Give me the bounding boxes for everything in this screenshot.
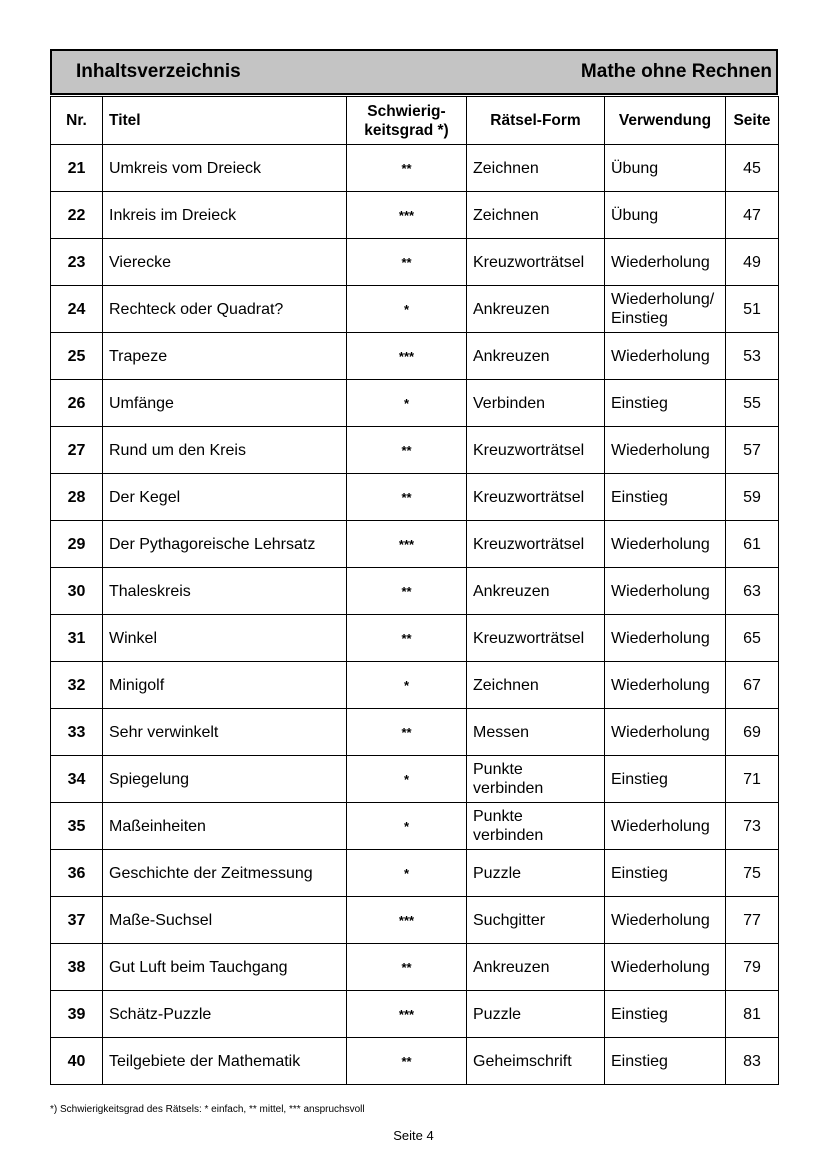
table-row <box>51 145 779 192</box>
cell-page: 77 <box>726 897 779 944</box>
cell-title: Der Kegel <box>103 474 347 521</box>
cell-nr: 22 <box>51 192 103 239</box>
cell-difficulty: ** <box>347 474 467 521</box>
title-bar <box>50 49 778 95</box>
table-row <box>51 521 779 568</box>
cell-nr: 39 <box>51 991 103 1038</box>
cell-usage: Einstieg <box>605 850 726 897</box>
cell-page: 81 <box>726 991 779 1038</box>
cell-usage: Wiederholung <box>605 427 726 474</box>
col-header-nr: Nr. <box>51 97 103 145</box>
cell-form: Ankreuzen <box>467 944 605 991</box>
cell-form: Zeichnen <box>467 662 605 709</box>
col-header-difficulty: Schwierig- keitsgrad *) <box>347 97 467 145</box>
cell-form: Kreuzworträtsel <box>467 615 605 662</box>
cell-title: Geschichte der Zeitmessung <box>103 850 347 897</box>
table-row <box>51 239 779 286</box>
table-row <box>51 333 779 380</box>
header-row <box>51 97 779 145</box>
cell-form: Punkte verbinden <box>467 756 605 803</box>
cell-page: 49 <box>726 239 779 286</box>
cell-page: 57 <box>726 427 779 474</box>
cell-nr: 30 <box>51 568 103 615</box>
difficulty-footnote: *) Schwierigkeitsgrad des Rätsels: * einfach, ** mittel, *** anspruchsvoll <box>50 1104 365 1115</box>
cell-nr: 38 <box>51 944 103 991</box>
cell-nr: 21 <box>51 145 103 192</box>
cell-nr: 33 <box>51 709 103 756</box>
cell-form: Zeichnen <box>467 192 605 239</box>
cell-title: Thaleskreis <box>103 568 347 615</box>
cell-nr: 40 <box>51 1038 103 1085</box>
table-row <box>51 850 779 897</box>
toc-container <box>50 49 778 1085</box>
cell-form: Ankreuzen <box>467 286 605 333</box>
cell-usage: Übung <box>605 192 726 239</box>
document-title: Inhaltsverzeichnis <box>76 61 241 82</box>
cell-nr: 35 <box>51 803 103 850</box>
cell-difficulty: ** <box>347 145 467 192</box>
table-row <box>51 944 779 991</box>
cell-usage: Übung <box>605 145 726 192</box>
cell-usage: Wiederholung <box>605 709 726 756</box>
cell-difficulty: *** <box>347 333 467 380</box>
cell-difficulty: *** <box>347 192 467 239</box>
cell-title: Der Pythagoreische Lehrsatz <box>103 521 347 568</box>
cell-difficulty: * <box>347 756 467 803</box>
cell-nr: 36 <box>51 850 103 897</box>
cell-page: 67 <box>726 662 779 709</box>
cell-difficulty: * <box>347 662 467 709</box>
cell-difficulty: ** <box>347 615 467 662</box>
cell-nr: 31 <box>51 615 103 662</box>
cell-difficulty: *** <box>347 521 467 568</box>
table-row <box>51 803 779 850</box>
cell-difficulty: * <box>347 850 467 897</box>
col-header-title: Titel <box>103 97 347 145</box>
cell-title: Rechteck oder Quadrat? <box>103 286 347 333</box>
cell-form: Geheimschrift <box>467 1038 605 1085</box>
cell-difficulty: ** <box>347 944 467 991</box>
book-title: Mathe ohne Rechnen <box>580 61 772 82</box>
table-row <box>51 615 779 662</box>
col-header-usage: Verwendung <box>605 97 726 145</box>
table-row <box>51 474 779 521</box>
cell-page: 69 <box>726 709 779 756</box>
cell-title: Sehr verwinkelt <box>103 709 347 756</box>
cell-form: Suchgitter <box>467 897 605 944</box>
cell-form: Kreuzworträtsel <box>467 239 605 286</box>
cell-form: Puzzle <box>467 850 605 897</box>
cell-usage: Einstieg <box>605 756 726 803</box>
cell-page: 75 <box>726 850 779 897</box>
cell-page: 79 <box>726 944 779 991</box>
cell-form: Messen <box>467 709 605 756</box>
cell-usage: Wiederholung <box>605 615 726 662</box>
toc-table <box>50 96 779 1085</box>
cell-usage: Wiederholung <box>605 521 726 568</box>
cell-difficulty: ** <box>347 239 467 286</box>
cell-usage: Einstieg <box>605 991 726 1038</box>
cell-title: Vierecke <box>103 239 347 286</box>
cell-nr: 26 <box>51 380 103 427</box>
cell-title: Maße-Suchsel <box>103 897 347 944</box>
cell-usage: Einstieg <box>605 380 726 427</box>
cell-form: Puzzle <box>467 991 605 1038</box>
table-row <box>51 286 779 333</box>
table-row <box>51 427 779 474</box>
cell-usage: Wiederholung <box>605 944 726 991</box>
cell-page: 53 <box>726 333 779 380</box>
cell-usage: Wiederholung <box>605 333 726 380</box>
cell-page: 83 <box>726 1038 779 1085</box>
cell-form: Kreuzworträtsel <box>467 427 605 474</box>
cell-usage: Wiederholung <box>605 568 726 615</box>
table-row <box>51 709 779 756</box>
cell-form: Kreuzworträtsel <box>467 474 605 521</box>
cell-page: 61 <box>726 521 779 568</box>
cell-difficulty: * <box>347 286 467 333</box>
cell-difficulty: ** <box>347 427 467 474</box>
cell-title: Trapeze <box>103 333 347 380</box>
table-row <box>51 662 779 709</box>
cell-page: 47 <box>726 192 779 239</box>
cell-difficulty: ** <box>347 568 467 615</box>
cell-usage: Einstieg <box>605 1038 726 1085</box>
cell-form: Punkte verbinden <box>467 803 605 850</box>
cell-page: 63 <box>726 568 779 615</box>
cell-usage: Wiederholung/ Einstieg <box>605 286 726 333</box>
cell-nr: 28 <box>51 474 103 521</box>
table-row <box>51 756 779 803</box>
cell-form: Zeichnen <box>467 145 605 192</box>
page-number: Seite 4 <box>393 1128 434 1143</box>
cell-page: 51 <box>726 286 779 333</box>
cell-nr: 24 <box>51 286 103 333</box>
table-row <box>51 1038 779 1085</box>
cell-title: Winkel <box>103 615 347 662</box>
cell-title: Maßeinheiten <box>103 803 347 850</box>
cell-title: Gut Luft beim Tauchgang <box>103 944 347 991</box>
cell-nr: 23 <box>51 239 103 286</box>
cell-nr: 37 <box>51 897 103 944</box>
cell-nr: 32 <box>51 662 103 709</box>
table-row <box>51 380 779 427</box>
cell-difficulty: *** <box>347 897 467 944</box>
cell-usage: Wiederholung <box>605 239 726 286</box>
cell-title: Minigolf <box>103 662 347 709</box>
cell-nr: 27 <box>51 427 103 474</box>
cell-difficulty: * <box>347 380 467 427</box>
col-header-form: Rätsel-Form <box>467 97 605 145</box>
cell-page: 71 <box>726 756 779 803</box>
cell-form: Verbinden <box>467 380 605 427</box>
cell-page: 59 <box>726 474 779 521</box>
table-row <box>51 991 779 1038</box>
toc-body <box>51 145 779 1085</box>
cell-difficulty: ** <box>347 1038 467 1085</box>
table-row <box>51 897 779 944</box>
cell-usage: Wiederholung <box>605 662 726 709</box>
col-header-page: Seite <box>726 97 779 145</box>
cell-nr: 29 <box>51 521 103 568</box>
cell-title: Rund um den Kreis <box>103 427 347 474</box>
cell-form: Ankreuzen <box>467 333 605 380</box>
cell-nr: 25 <box>51 333 103 380</box>
cell-title: Teilgebiete der Mathematik <box>103 1038 347 1085</box>
cell-page: 55 <box>726 380 779 427</box>
cell-nr: 34 <box>51 756 103 803</box>
table-row <box>51 568 779 615</box>
cell-page: 65 <box>726 615 779 662</box>
cell-difficulty: ** <box>347 709 467 756</box>
cell-page: 45 <box>726 145 779 192</box>
table-row <box>51 192 779 239</box>
cell-difficulty: *** <box>347 991 467 1038</box>
cell-title: Umfänge <box>103 380 347 427</box>
cell-usage: Wiederholung <box>605 897 726 944</box>
cell-usage: Einstieg <box>605 474 726 521</box>
cell-form: Ankreuzen <box>467 568 605 615</box>
cell-difficulty: * <box>347 803 467 850</box>
cell-page: 73 <box>726 803 779 850</box>
cell-title: Inkreis im Dreieck <box>103 192 347 239</box>
cell-usage: Wiederholung <box>605 803 726 850</box>
cell-title: Schätz-Puzzle <box>103 991 347 1038</box>
cell-title: Spiegelung <box>103 756 347 803</box>
cell-title: Umkreis vom Dreieck <box>103 145 347 192</box>
cell-form: Kreuzworträtsel <box>467 521 605 568</box>
